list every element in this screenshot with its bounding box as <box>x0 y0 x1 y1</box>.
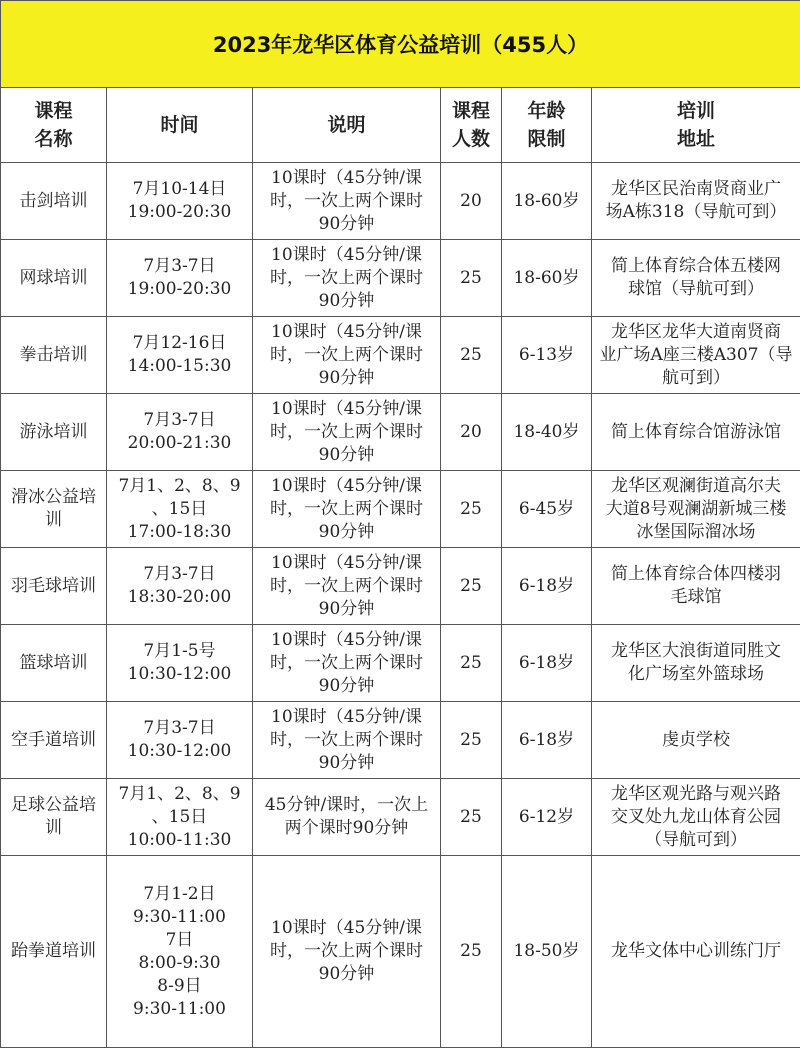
course-count: 20 <box>441 394 502 471</box>
header-description: 说明 <box>253 88 441 163</box>
training-address: 简上体育综合体五楼网 球馆（导航可到） <box>592 240 800 317</box>
training-address: 简上体育综合体四楼羽 毛球馆 <box>592 548 800 625</box>
table-row <box>1 625 800 702</box>
course-count: 25 <box>441 779 502 856</box>
table-title: 2023年龙华区体育公益培训（455人） <box>1 1 800 88</box>
course-count: 25 <box>441 471 502 548</box>
table-row <box>1 163 800 240</box>
age-limit: 6-18岁 <box>502 548 592 625</box>
age-limit: 18-50岁 <box>502 856 592 1048</box>
course-description: 45分钟/课时，一次上 两个课时90分钟 <box>253 779 441 856</box>
age-limit: 18-60岁 <box>502 163 592 240</box>
course-time: 7月1-5号 10:30-12:00 <box>107 625 253 702</box>
course-name: 拳击培训 <box>1 317 107 394</box>
age-limit: 18-40岁 <box>502 394 592 471</box>
age-limit: 6-45岁 <box>502 471 592 548</box>
table-row <box>1 317 800 394</box>
course-name: 击剑培训 <box>1 163 107 240</box>
course-time: 7月12-16日 14:00-15:30 <box>107 317 253 394</box>
course-count: 25 <box>441 317 502 394</box>
header-course-name: 课程 名称 <box>1 88 107 163</box>
course-time: 7月3-7日 18:30-20:00 <box>107 548 253 625</box>
course-name: 羽毛球培训 <box>1 548 107 625</box>
table-row <box>1 394 800 471</box>
course-time: 7月3-7日 10:30-12:00 <box>107 702 253 779</box>
course-description: 10课时（45分钟/课 时，一次上两个课时 90分钟 <box>253 702 441 779</box>
header-time: 时间 <box>107 88 253 163</box>
course-time: 7月10-14日 19:00-20:30 <box>107 163 253 240</box>
course-time: 7月3-7日 19:00-20:30 <box>107 240 253 317</box>
course-count: 25 <box>441 856 502 1048</box>
course-description: 10课时（45分钟/课 时，一次上两个课时 90分钟 <box>253 317 441 394</box>
header-row <box>1 88 800 163</box>
table-row <box>1 548 800 625</box>
training-address: 简上体育综合馆游泳馆 <box>592 394 800 471</box>
course-description: 10课时（45分钟/课 时，一次上两个课时 90分钟 <box>253 625 441 702</box>
training-address: 龙华区龙华大道南贤商 业广场A座三楼A307（导 航可到） <box>592 317 800 394</box>
header-age-limit: 年龄 限制 <box>502 88 592 163</box>
table-row <box>1 702 800 779</box>
course-time: 7月1、2、8、9 、15日 17:00-18:30 <box>107 471 253 548</box>
course-count: 20 <box>441 163 502 240</box>
course-time: 7月3-7日 20:00-21:30 <box>107 394 253 471</box>
course-description: 10课时（45分钟/课 时，一次上两个课时 90分钟 <box>253 856 441 1048</box>
training-address: 龙华文体中心训练门厅 <box>592 856 800 1048</box>
header-course-count: 课程 人数 <box>441 88 502 163</box>
course-count: 25 <box>441 625 502 702</box>
header-address: 培训 地址 <box>592 88 800 163</box>
course-name: 游泳培训 <box>1 394 107 471</box>
age-limit: 6-18岁 <box>502 702 592 779</box>
course-name: 空手道培训 <box>1 702 107 779</box>
course-name: 网球培训 <box>1 240 107 317</box>
course-name: 篮球培训 <box>1 625 107 702</box>
training-address: 龙华区观光路与观兴路 交叉处九龙山体育公园 （导航可到） <box>592 779 800 856</box>
course-description: 10课时（45分钟/课 时，一次上两个课时 90分钟 <box>253 240 441 317</box>
table-row <box>1 779 800 856</box>
course-count: 25 <box>441 240 502 317</box>
course-name: 跆拳道培训 <box>1 856 107 1048</box>
course-name: 滑冰公益培 训 <box>1 471 107 548</box>
table-row <box>1 471 800 548</box>
course-description: 10课时（45分钟/课 时，一次上两个课时 90分钟 <box>253 394 441 471</box>
course-time: 7月1、2、8、9 、15日 10:00-11:30 <box>107 779 253 856</box>
course-description: 10课时（45分钟/课 时，一次上两个课时 90分钟 <box>253 548 441 625</box>
age-limit: 6-12岁 <box>502 779 592 856</box>
table-row <box>1 240 800 317</box>
course-description: 10课时（45分钟/课 时，一次上两个课时 90分钟 <box>253 163 441 240</box>
age-limit: 6-13岁 <box>502 317 592 394</box>
age-limit: 6-18岁 <box>502 625 592 702</box>
training-address: 虔贞学校 <box>592 702 800 779</box>
course-count: 25 <box>441 548 502 625</box>
training-address: 龙华区大浪街道同胜文 化广场室外篮球场 <box>592 625 800 702</box>
training-address: 龙华区观澜街道高尔夫 大道8号观澜湖新城三楼 冰堡国际溜冰场 <box>592 471 800 548</box>
table-row <box>1 856 800 1048</box>
course-description: 10课时（45分钟/课 时，一次上两个课时 90分钟 <box>253 471 441 548</box>
course-count: 25 <box>441 702 502 779</box>
course-name: 足球公益培 训 <box>1 779 107 856</box>
age-limit: 18-60岁 <box>502 240 592 317</box>
course-time: 7月1-2日 9:30-11:00 7日 8:00-9:30 8-9日 9:30-11:00 <box>107 856 253 1048</box>
training-address: 龙华区民治南贤商业广 场A栋318（导航可到） <box>592 163 800 240</box>
